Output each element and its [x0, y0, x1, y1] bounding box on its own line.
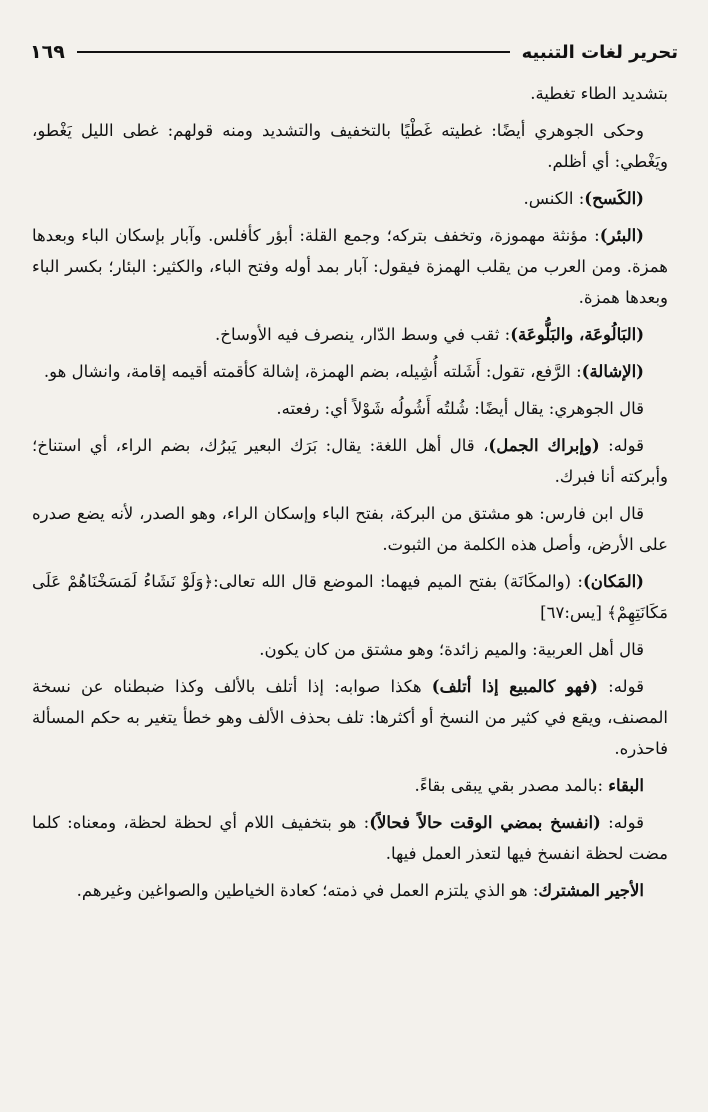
paragraph-1: بتشديد الطاء تغطية.: [530, 84, 668, 103]
paragraph-15: الأجير المشترك: هو الذي يلتزم العمل في ذمته؛ كعادة الخياطين والصواغين وغيرهم.: [76, 881, 644, 900]
header-rule: [77, 51, 510, 53]
paragraph-9: قال ابن فارس: هو مشتق من البركة، بفتح الباء وإسكان الراء، وهو الصدر، لأنه يضع صدره على الأرض، وأصل هذه الكلمة من الثبوت.: [32, 504, 668, 554]
paragraph-3: (الكَسح): الكنس.: [523, 189, 644, 208]
paragraph-6: (الإشالة): الرَّفع، تقول: أَشَلته أُشِيله، بضم الهمزة، إشالة كأقمته أقيمه إقامة، وانشال هو.: [43, 362, 644, 381]
paragraph-14: قوله: (انفسخ بمضي الوقت حالاً فحالاً): هو بتخفيف اللام أي لحظة لحظة، ومعناه: كلما مضت لحظة انفسخ فيها لتعذر العمل فيها.: [32, 813, 668, 863]
paragraph-4: (البئر): مؤنثة مهموزة، وتخفف بتركه؛ وجمع القلة: أبؤر كأفلس. وآبار بإسكان الباء وبعدها همزة. ومن العرب من يقلب الهمزة فيقول: آبار بمد أوله وفتح الباء، والكثير: البئار؛ بكسر الباء وبعدها همزة.: [32, 226, 668, 307]
paragraph-10: (المَكان): (والمكَانَة) بفتح الميم فيهما: الموضع قال الله تعالى:﴿وَلَوْ نَشَاءُ لَمَسَخْنَاهُمْ عَلَى مَكَانَتِهِمْ﴾ [يس:٦٧]: [32, 572, 668, 622]
paragraph-13: البقاء :بالمد مصدر بقي يبقى بقاءً.: [414, 776, 644, 795]
running-title: تحرير لغات التنبيه: [521, 41, 678, 63]
paragraph-2: وحكى الجوهري أيضًا: غطيته غَطْيًا بالتخفيف والتشديد ومنه قولهم: غطى الليل يَغْطو، ويَغْطي: أي أظلم.: [32, 121, 668, 171]
page-body: [32, 78, 668, 912]
page-number: ١٦٩: [30, 41, 65, 63]
paragraph-12: قوله: (فهو كالمبيع إذا أتلف) هكذا صوابه: إذا أتلف بالألف وكذا ضبطناه عن نسخة المصنف، ويقع في كثير من النسخ أو أكثرها: تلف بحذف الألف وهو خطأ يتغير به حكم المسألة فاحذره.: [32, 677, 668, 758]
paragraph-11: قال أهل العربية: والميم زائدة؛ وهو مشتق من كان يكون.: [259, 640, 644, 659]
paragraph-8: قوله: (وإبراك الجمل)، قال أهل اللغة: يقال: بَرَك البعير يَبرُك، بضم الراء، أي استناخ؛ وأبركته أنا فبرك.: [32, 436, 668, 486]
page-header: [30, 36, 678, 68]
paragraph-7: قال الجوهري: يقال أيضًا: شُلتُه أَشُولُه شَوْلاً أي: رفعته.: [276, 399, 644, 418]
paragraph-5: (البَالُوعَة، والبَلُّوعَة): ثقب في وسط الدّار، ينصرف فيه الأوساخ.: [215, 325, 644, 344]
